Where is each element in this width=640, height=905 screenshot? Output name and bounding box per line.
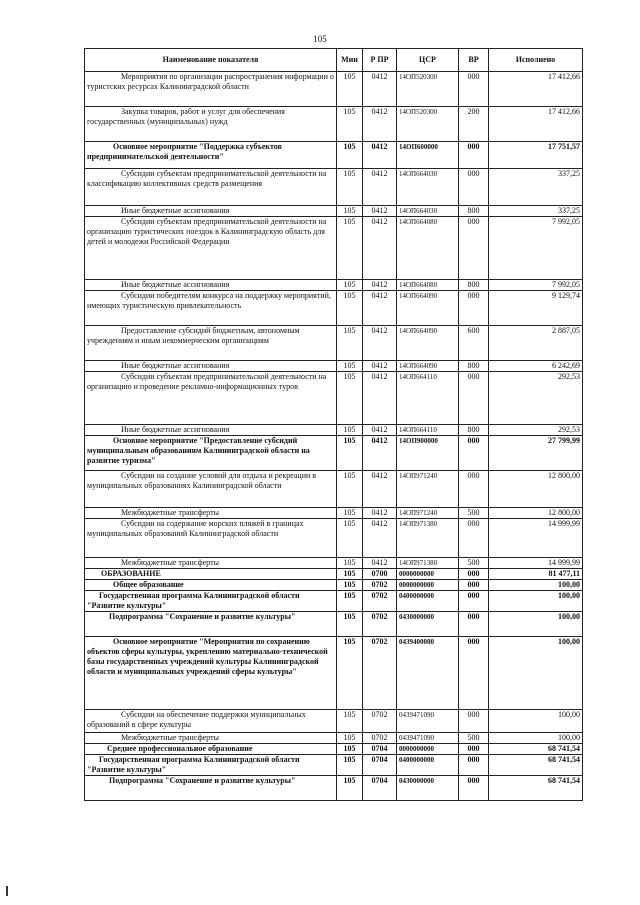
row-name-cell: Субсидии субъектам предпринимательской деятельности на классификацию коллективных средств размещения	[85, 169, 337, 206]
row-name-cell: Предоставление субсидий бюджетным, автономным учреждениям и иным некоммерческим организациям	[85, 326, 337, 361]
row-name-cell: Субсидии победителям конкурса на поддержку мероприятий, имеющих туристическую привлекательность	[85, 291, 337, 326]
row-target-article-cell: 14ОП900000	[397, 436, 459, 471]
row-ministry-cell: 105	[337, 169, 363, 206]
row-ministry-cell: 105	[337, 776, 363, 801]
row-name-cell: Государственная программа Калининградской области "Развитие культуры"	[85, 755, 337, 776]
row-target-article-cell: 14ОП971240	[397, 508, 459, 519]
row-expense-type-cell: 800	[459, 206, 489, 217]
row-expense-type-cell: 000	[459, 142, 489, 169]
row-expense-type-cell: 000	[459, 612, 489, 637]
row-section-cell: 0412	[363, 425, 397, 436]
row-ministry-cell: 105	[337, 471, 363, 508]
row-executed-cell: 81 477,11	[489, 569, 583, 580]
row-target-article-cell: 0400000000	[397, 755, 459, 776]
row-executed-cell: 292,53	[489, 372, 583, 425]
row-executed-cell: 12 800,00	[489, 508, 583, 519]
row-executed-cell: 68 741,54	[489, 776, 583, 801]
table-row	[85, 471, 583, 508]
header-expense-type: ВР	[459, 49, 489, 72]
row-name-cell: Закупка товаров, работ и услуг для обеспечения государственных (муниципальных) нужд	[85, 107, 337, 142]
row-name-cell: Иные бюджетные ассигнования	[85, 425, 337, 436]
margin-mark	[6, 886, 8, 896]
row-section-cell: 0412	[363, 217, 397, 280]
row-ministry-cell: 105	[337, 755, 363, 776]
row-name-cell: Субсидии на содержание морских пляжей в границах муниципальных образований Калининградской области	[85, 519, 337, 558]
row-section-cell: 0412	[363, 558, 397, 569]
row-expense-type-cell: 800	[459, 425, 489, 436]
row-expense-type-cell: 000	[459, 372, 489, 425]
table-row	[85, 72, 583, 107]
row-section-cell: 0704	[363, 755, 397, 776]
row-executed-cell: 7 992,05	[489, 217, 583, 280]
row-name-cell: Субсидии на обеспечение поддержки муниципальных образований в сфере культуры	[85, 710, 337, 733]
table-row	[85, 710, 583, 733]
row-expense-type-cell: 000	[459, 72, 489, 107]
row-name-cell: Межбюджетные трансферты	[85, 733, 337, 744]
row-target-article-cell: 14ОП664110	[397, 425, 459, 436]
table-row	[85, 169, 583, 206]
row-target-article-cell: 0430000000	[397, 612, 459, 637]
row-expense-type-cell: 500	[459, 733, 489, 744]
row-name-cell: Межбюджетные трансферты	[85, 508, 337, 519]
row-target-article-cell: 0400000000	[397, 591, 459, 612]
table-row	[85, 107, 583, 142]
row-section-cell: 0412	[363, 436, 397, 471]
row-ministry-cell: 105	[337, 591, 363, 612]
table-row	[85, 206, 583, 217]
row-section-cell: 0702	[363, 612, 397, 637]
table-row	[85, 280, 583, 291]
row-executed-cell: 100,00	[489, 733, 583, 744]
row-ministry-cell: 105	[337, 580, 363, 591]
row-ministry-cell: 105	[337, 710, 363, 733]
header-section-subsection: Р ПР	[363, 49, 397, 72]
table-row	[85, 612, 583, 637]
row-expense-type-cell: 000	[459, 755, 489, 776]
row-executed-cell: 100,00	[489, 612, 583, 637]
row-executed-cell: 337,25	[489, 169, 583, 206]
table-row	[85, 744, 583, 755]
row-executed-cell: 14 999,99	[489, 558, 583, 569]
row-section-cell: 0700	[363, 569, 397, 580]
row-ministry-cell: 105	[337, 637, 363, 710]
row-ministry-cell: 105	[337, 107, 363, 142]
row-executed-cell: 337,25	[489, 206, 583, 217]
row-name-cell: Подпрограмма "Сохранение и развитие культуры"	[85, 612, 337, 637]
row-section-cell: 0412	[363, 326, 397, 361]
table-row	[85, 217, 583, 280]
row-ministry-cell: 105	[337, 217, 363, 280]
row-name-cell: ОБРАЗОВАНИЕ	[85, 569, 337, 580]
row-ministry-cell: 105	[337, 508, 363, 519]
row-expense-type-cell: 600	[459, 326, 489, 361]
row-section-cell: 0412	[363, 169, 397, 206]
table-row	[85, 776, 583, 801]
row-name-cell: Иные бюджетные ассигнования	[85, 280, 337, 291]
row-expense-type-cell: 000	[459, 291, 489, 326]
row-section-cell: 0412	[363, 72, 397, 107]
table-body	[85, 72, 583, 801]
row-section-cell: 0412	[363, 206, 397, 217]
row-ministry-cell: 105	[337, 519, 363, 558]
row-expense-type-cell: 000	[459, 569, 489, 580]
table-header-row	[85, 49, 583, 72]
row-section-cell: 0412	[363, 361, 397, 372]
table-row	[85, 372, 583, 425]
row-executed-cell: 17 412,66	[489, 107, 583, 142]
table-row	[85, 326, 583, 361]
row-target-article-cell: 0000000000	[397, 569, 459, 580]
row-expense-type-cell: 000	[459, 217, 489, 280]
header-ministry: Мин	[337, 49, 363, 72]
header-executed: Исполнено	[489, 49, 583, 72]
row-target-article-cell: 14ОП664080	[397, 217, 459, 280]
row-expense-type-cell: 000	[459, 580, 489, 591]
row-expense-type-cell: 500	[459, 558, 489, 569]
table-row	[85, 569, 583, 580]
row-name-cell: Среднее профессиональное образование	[85, 744, 337, 755]
row-target-article-cell: 14ОП520300	[397, 107, 459, 142]
row-executed-cell: 68 741,54	[489, 755, 583, 776]
row-expense-type-cell: 000	[459, 710, 489, 733]
row-executed-cell: 14 999,99	[489, 519, 583, 558]
row-ministry-cell: 105	[337, 280, 363, 291]
page-number: 105	[313, 34, 327, 44]
row-target-article-cell: 14ОП664110	[397, 372, 459, 425]
row-expense-type-cell: 800	[459, 361, 489, 372]
row-target-article-cell: 0439471090	[397, 733, 459, 744]
row-section-cell: 0702	[363, 733, 397, 744]
row-section-cell: 0412	[363, 372, 397, 425]
row-name-cell: Иные бюджетные ассигнования	[85, 361, 337, 372]
row-ministry-cell: 105	[337, 72, 363, 107]
row-name-cell: Субсидии на создание условий для отдыха и рекреации в муниципальных образованиях Калининградской области	[85, 471, 337, 508]
row-section-cell: 0702	[363, 591, 397, 612]
row-expense-type-cell: 000	[459, 471, 489, 508]
row-ministry-cell: 105	[337, 361, 363, 372]
table-row	[85, 508, 583, 519]
row-expense-type-cell: 000	[459, 637, 489, 710]
row-name-cell: Общее образование	[85, 580, 337, 591]
row-section-cell: 0412	[363, 280, 397, 291]
row-expense-type-cell: 500	[459, 508, 489, 519]
row-name-cell: Подпрограмма "Сохранение и развитие культуры"	[85, 776, 337, 801]
row-target-article-cell: 14ОП664030	[397, 206, 459, 217]
row-name-cell: Государственная программа Калининградской области "Развитие культуры"	[85, 591, 337, 612]
row-name-cell: Мероприятия по организации распространения информации о туристских ресурсах Калининградской области	[85, 72, 337, 107]
row-expense-type-cell: 000	[459, 169, 489, 206]
row-name-cell: Основное мероприятие "Мероприятия по сохранению объектов сферы культуры, укреплению материально-технической базы государственных учреждений культуры Калининградской области и муниципальных учреждений сферы культуры"	[85, 637, 337, 710]
row-section-cell: 0412	[363, 471, 397, 508]
row-ministry-cell: 105	[337, 436, 363, 471]
row-executed-cell: 27 799,99	[489, 436, 583, 471]
row-expense-type-cell: 000	[459, 776, 489, 801]
row-section-cell: 0412	[363, 107, 397, 142]
row-target-article-cell: 14ОП971380	[397, 519, 459, 558]
row-executed-cell: 9 129,74	[489, 291, 583, 326]
row-executed-cell: 17 751,57	[489, 142, 583, 169]
row-expense-type-cell: 000	[459, 519, 489, 558]
row-executed-cell: 100,00	[489, 580, 583, 591]
row-target-article-cell: 14ОП520300	[397, 72, 459, 107]
row-name-cell: Иные бюджетные ассигнования	[85, 206, 337, 217]
row-name-cell: Основное мероприятие "Предоставление субсидий муниципальным образованиям Калининградской области на развитие туризма"	[85, 436, 337, 471]
row-name-cell: Субсидии субъектам предпринимательской деятельности на организацию и проведение рекламно-информационных туров	[85, 372, 337, 425]
table-row	[85, 291, 583, 326]
header-target-article: ЦСР	[397, 49, 459, 72]
row-ministry-cell: 105	[337, 206, 363, 217]
row-executed-cell: 100,00	[489, 710, 583, 733]
row-section-cell: 0704	[363, 776, 397, 801]
row-section-cell: 0412	[363, 519, 397, 558]
row-executed-cell: 17 412,66	[489, 72, 583, 107]
row-target-article-cell: 14ОП971380	[397, 558, 459, 569]
row-executed-cell: 2 887,05	[489, 326, 583, 361]
row-ministry-cell: 105	[337, 744, 363, 755]
row-target-article-cell: 14ОП664030	[397, 169, 459, 206]
row-section-cell: 0412	[363, 291, 397, 326]
row-name-cell: Межбюджетные трансферты	[85, 558, 337, 569]
row-target-article-cell: 14ОП664090	[397, 291, 459, 326]
row-ministry-cell: 105	[337, 326, 363, 361]
row-target-article-cell: 14ОП664090	[397, 326, 459, 361]
header-indicator-name: Наименование показателя	[85, 49, 337, 72]
row-target-article-cell: 0000000000	[397, 744, 459, 755]
table-row	[85, 425, 583, 436]
table-row	[85, 733, 583, 744]
row-target-article-cell: 14ОП971240	[397, 471, 459, 508]
row-section-cell: 0412	[363, 142, 397, 169]
table-row	[85, 519, 583, 558]
row-ministry-cell: 105	[337, 558, 363, 569]
row-target-article-cell: 14ОП600000	[397, 142, 459, 169]
row-ministry-cell: 105	[337, 425, 363, 436]
row-executed-cell: 68 741,54	[489, 744, 583, 755]
table-row	[85, 591, 583, 612]
row-expense-type-cell: 000	[459, 591, 489, 612]
row-expense-type-cell: 800	[459, 280, 489, 291]
table-row	[85, 361, 583, 372]
row-target-article-cell: 14ОП664080	[397, 280, 459, 291]
row-section-cell: 0412	[363, 508, 397, 519]
row-section-cell: 0702	[363, 637, 397, 710]
table-row	[85, 142, 583, 169]
row-name-cell: Субсидии субъектам предпринимательской деятельности на организацию туристических поездок в Калининградскую область для детей и молодежи Российской Федерации	[85, 217, 337, 280]
row-ministry-cell: 105	[337, 142, 363, 169]
row-section-cell: 0704	[363, 744, 397, 755]
row-executed-cell: 6 242,69	[489, 361, 583, 372]
row-target-article-cell: 0439471090	[397, 710, 459, 733]
row-ministry-cell: 105	[337, 569, 363, 580]
row-expense-type-cell: 200	[459, 107, 489, 142]
row-target-article-cell: 0439400000	[397, 637, 459, 710]
row-expense-type-cell: 000	[459, 744, 489, 755]
row-executed-cell: 100,00	[489, 637, 583, 710]
row-executed-cell: 100,00	[489, 591, 583, 612]
row-executed-cell: 292,53	[489, 425, 583, 436]
budget-execution-table	[84, 48, 583, 801]
table-row	[85, 755, 583, 776]
table-row	[85, 580, 583, 591]
row-ministry-cell: 105	[337, 612, 363, 637]
row-section-cell: 0702	[363, 710, 397, 733]
table-row	[85, 637, 583, 710]
row-expense-type-cell: 000	[459, 436, 489, 471]
table-row	[85, 558, 583, 569]
row-target-article-cell: 14ОП664090	[397, 361, 459, 372]
row-target-article-cell: 0430000000	[397, 776, 459, 801]
row-ministry-cell: 105	[337, 372, 363, 425]
row-section-cell: 0702	[363, 580, 397, 591]
row-executed-cell: 7 992,05	[489, 280, 583, 291]
row-target-article-cell: 0000000000	[397, 580, 459, 591]
row-ministry-cell: 105	[337, 291, 363, 326]
table-row	[85, 436, 583, 471]
row-name-cell: Основное мероприятие "Поддержка субъектов предпринимательской деятельности"	[85, 142, 337, 169]
row-executed-cell: 12 800,00	[489, 471, 583, 508]
row-ministry-cell: 105	[337, 733, 363, 744]
